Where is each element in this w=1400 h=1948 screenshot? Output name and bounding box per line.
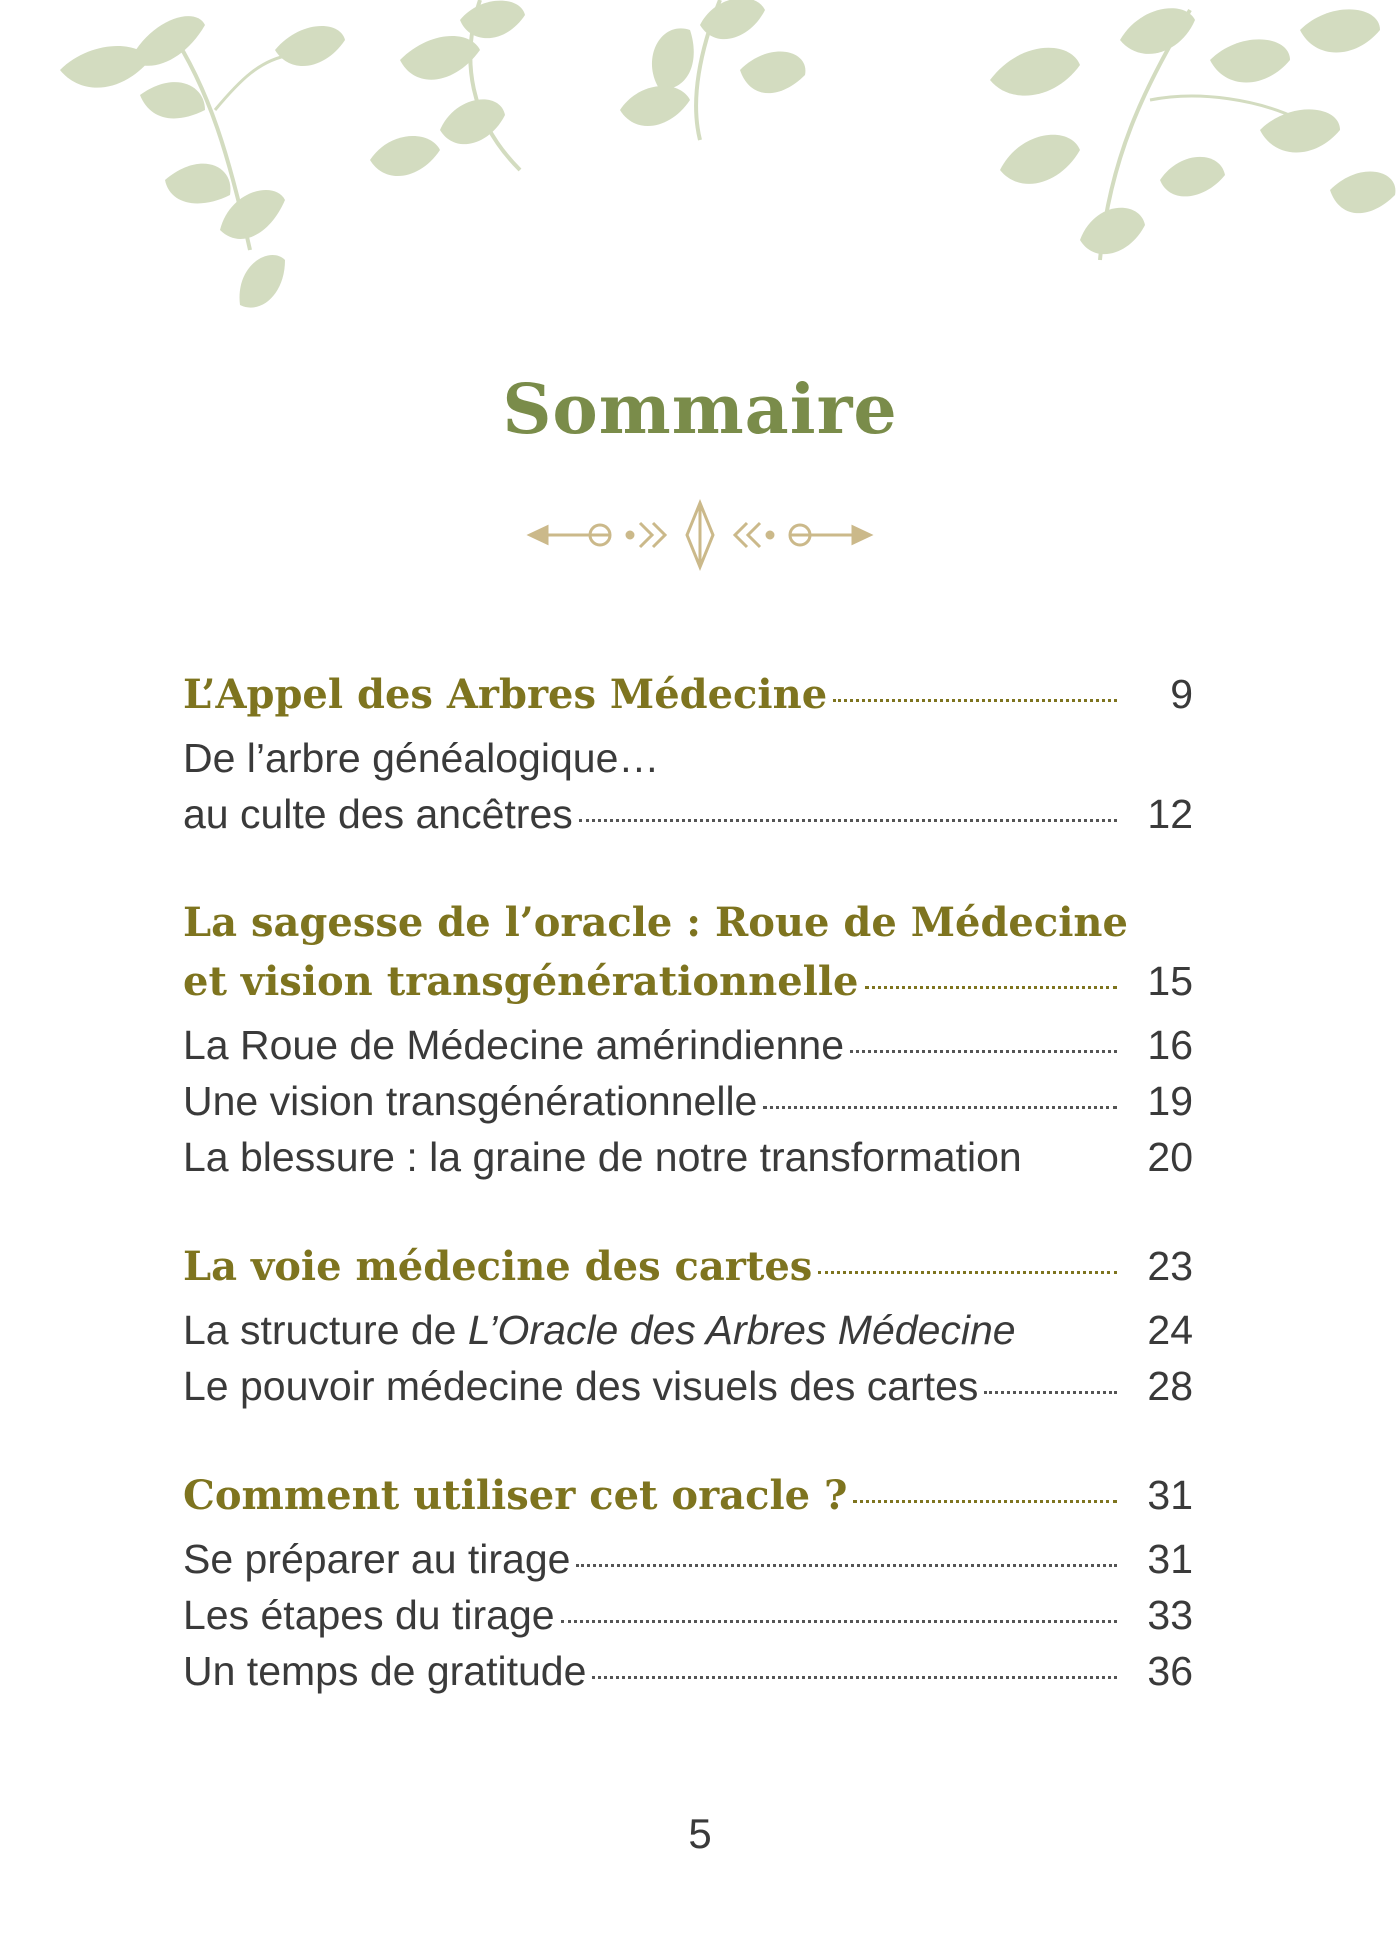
page-ref: 9 (1170, 671, 1193, 717)
leader-dots (763, 1106, 1117, 1109)
toc-chapter-entry[interactable] (183, 1237, 1193, 1296)
page-ref: 20 (1147, 1134, 1193, 1180)
toc-subentry[interactable] (183, 1643, 1193, 1699)
page-ref: 19 (1147, 1078, 1193, 1124)
leader-dots (579, 819, 1117, 822)
leader-dots (833, 699, 1117, 702)
page-title: Sommaire (502, 370, 898, 450)
entry-title: Une vision transgénérationnelle (183, 1078, 758, 1124)
entry-title-line: De l’arbre généalogique… (183, 735, 660, 781)
entry-title-prefix: La structure de (183, 1307, 468, 1353)
toc-section-2 (183, 894, 1193, 1185)
chapter-title-line: La sagesse de l’oracle : Roue de Médecine (183, 899, 1128, 946)
toc-subentry[interactable] (183, 786, 1193, 842)
ornament-divider-icon (525, 495, 875, 575)
toc-section-4 (183, 1466, 1193, 1699)
entry-title: La Roue de Médecine amérindienne (183, 1022, 845, 1068)
page-ref: 12 (1147, 791, 1193, 837)
toc-subentry[interactable] (183, 1129, 1193, 1185)
chapter-title: La voie médecine des cartes (183, 1243, 813, 1290)
leader-dots (865, 986, 1117, 989)
toc-chapter-entry[interactable] (183, 665, 1193, 724)
chapter-title: Comment utiliser cet oracle ? (183, 1472, 848, 1519)
leader-dots (984, 1391, 1117, 1394)
page-ref: 31 (1147, 1536, 1193, 1582)
page-ref: 15 (1147, 958, 1193, 1004)
leader-dots (592, 1676, 1117, 1679)
entry-title: La blessure : la graine de notre transformation (183, 1134, 1022, 1180)
toc-subentry[interactable] (183, 1017, 1193, 1073)
page-ref: 23 (1147, 1243, 1193, 1289)
page-ref: 16 (1147, 1022, 1193, 1068)
toc-chapter-entry[interactable] (183, 952, 1193, 1011)
chapter-title: L’Appel des Arbres Médecine (183, 671, 828, 718)
page-ref: 24 (1147, 1307, 1193, 1353)
toc-section-1 (183, 665, 1193, 842)
chapter-title: et vision transgénérationnelle (183, 958, 859, 1005)
leader-dots (818, 1271, 1117, 1274)
toc-subentry[interactable] (183, 1531, 1193, 1587)
page-ref: 33 (1147, 1592, 1193, 1638)
leader-dots (576, 1564, 1117, 1567)
entry-title: Les étapes du tirage (183, 1592, 555, 1638)
entry-title: Le pouvoir médecine des visuels des cartes (183, 1363, 979, 1409)
toc-subentry[interactable] (183, 1073, 1193, 1129)
page-ref: 31 (1147, 1472, 1193, 1518)
leader-dots (561, 1620, 1117, 1623)
toc-section-3 (183, 1237, 1193, 1414)
leader-dots (853, 1500, 1117, 1503)
decorative-leaves-illustration (0, 0, 1400, 330)
entry-title-italic: L’Oracle des Arbres Médecine (467, 1307, 1016, 1353)
page-number: 5 (688, 1810, 712, 1857)
entry-title: Se préparer au tirage (183, 1536, 571, 1582)
table-of-contents (183, 665, 1193, 1751)
toc-subentry[interactable] (183, 1302, 1193, 1358)
toc-subentry[interactable] (183, 1358, 1193, 1414)
page-ref: 36 (1147, 1648, 1193, 1694)
leader-dots (850, 1050, 1117, 1053)
page-ref: 28 (1147, 1363, 1193, 1409)
entry-title: Un temps de gratitude (183, 1648, 587, 1694)
toc-chapter-entry[interactable] (183, 1466, 1193, 1525)
entry-title: au culte des ancêtres (183, 791, 573, 837)
toc-subentry[interactable] (183, 1587, 1193, 1643)
entry-title (183, 1302, 1016, 1358)
